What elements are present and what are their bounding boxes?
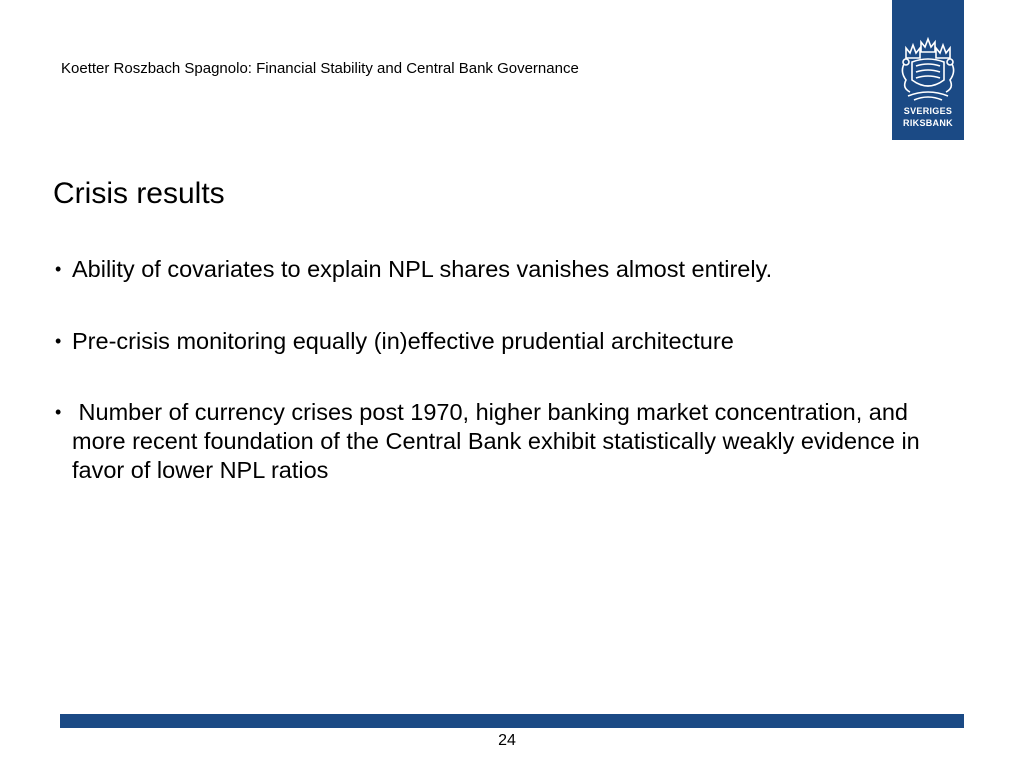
footer-bar: [60, 714, 964, 728]
bullet-dot-icon: •: [55, 331, 62, 351]
slide-title: Crisis results: [53, 177, 225, 210]
bullet-dot-icon: •: [55, 259, 62, 279]
bullet-item: [55, 255, 955, 284]
bullet-item: [55, 327, 955, 356]
bullet-list: [55, 255, 955, 485]
bullet-dot-icon: •: [55, 402, 62, 422]
header-title: Koetter Roszbach Spagnolo: Financial Stability and Central Bank Governance: [61, 60, 579, 77]
bullet-text: Pre-crisis monitoring equally (in)effective prudential architecture: [72, 328, 734, 354]
riksbank-emblem-icon: [892, 0, 964, 104]
riksbank-logo: [892, 0, 964, 140]
bullet-item: [55, 398, 955, 485]
logo-text-sveriges: SVERIGES: [903, 106, 953, 116]
logo-text-riksbank: RIKSBANK: [903, 118, 953, 128]
page-number: 24: [498, 732, 516, 749]
bullet-text: Ability of covariates to explain NPL shares vanishes almost entirely.: [72, 256, 773, 282]
bullet-text: Number of currency crises post 1970, higher banking market concentration, and more recent foundation of the Central Bank exhibit statistically weakly evidence in favor of lower NPL ratios: [72, 399, 927, 483]
